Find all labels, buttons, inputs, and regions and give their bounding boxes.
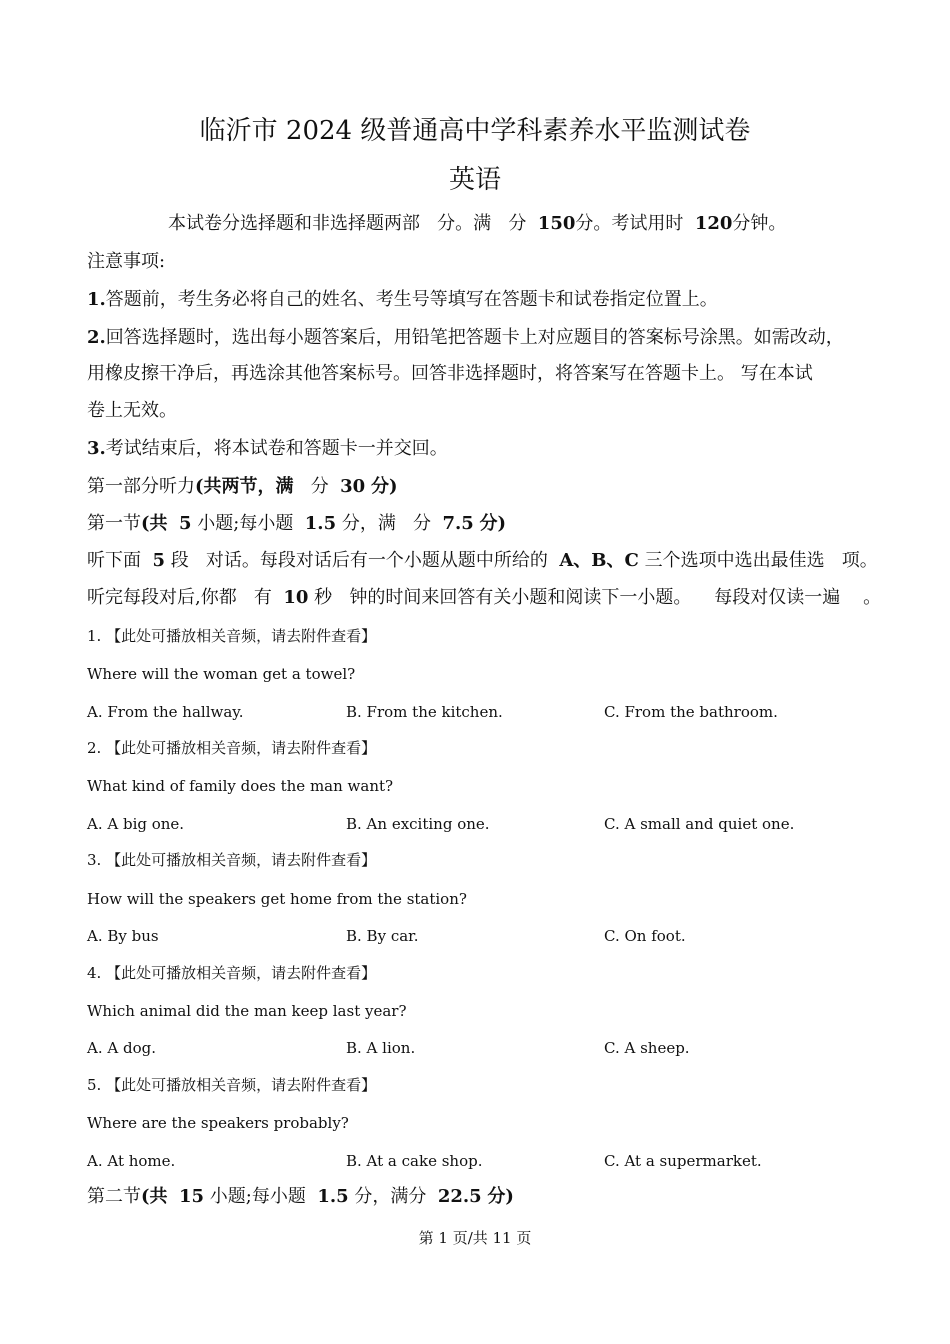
option-a: A. A big one. (87, 815, 185, 833)
option-b: B. A lion. (346, 1039, 416, 1057)
question-text: Where will the woman get a towel? (87, 665, 356, 683)
page-title: 临沂市 2024 级普通高中学科素养水平监测试卷 (199, 116, 751, 146)
audio-placeholder[interactable]: 2. 【此处可播放相关音频，请去附件查看】 (87, 739, 377, 757)
part-heading: 第一部分听力(共两节，满 分 30 分) (87, 476, 398, 497)
option-b: B. From the kitchen. (346, 703, 503, 721)
option-c: C. A sheep. (604, 1039, 690, 1057)
option-b: B. At a cake shop. (346, 1152, 483, 1170)
audio-placeholder[interactable]: 4. 【此处可播放相关音频，请去附件查看】 (87, 964, 377, 982)
audio-placeholder[interactable]: 5. 【此处可播放相关音频，请去附件查看】 (87, 1076, 377, 1094)
notice-heading: 注意事项: (87, 251, 166, 272)
notice-item: 1.答题前，考生务必将自己的姓名、考生号等填写在答题卡和试卷指定位置上。 (87, 289, 718, 310)
notice-item: 3.考试结束后，将本试卷和答题卡一并交回。 (87, 438, 448, 459)
option-c: C. From the bathroom. (604, 703, 778, 721)
page-number: 第 1 页/共 11 页 (418, 1229, 532, 1247)
section-heading: 第二节(共 15 小题;每小题 1.5 分，满分 22.5 分) (87, 1186, 514, 1207)
notice-item: 2.回答选择题时，选出每小题答案后，用铅笔把答题卡上对应题目的答案标号涂黑。如需改动， (87, 327, 844, 348)
section-heading: 第一节(共 5 小题;每小题 1.5 分，满 分 7.5 分) (87, 513, 507, 534)
subject-title: 英语 (448, 165, 501, 195)
option-b: B. An exciting one. (346, 815, 490, 833)
instruction-line: 听完每段对后,你都 有 10 秒 钟的时间来回答有关小题和阅读下一小题。 每段对仅读一遍 。 (87, 587, 882, 608)
option-c: C. At a supermarket. (604, 1152, 762, 1170)
intro-line: 本试卷分选择题和非选择题两部 分。满 分 150分。考试用时 120分钟。 (168, 213, 787, 234)
option-c: C. A small and quiet one. (604, 815, 795, 833)
question-text: What kind of family does the man want? (87, 777, 394, 795)
option-a: A. A dog. (87, 1039, 156, 1057)
audio-placeholder[interactable]: 3. 【此处可播放相关音频，请去附件查看】 (87, 851, 377, 869)
instruction-line: 听下面 5 段 对话。每段对话后有一个小题从题中所给的 A、B、C 三个选项中选出最佳选 项。 (87, 550, 878, 571)
question-text: Where are the speakers probably? (87, 1114, 349, 1132)
option-a: A. At home. (87, 1152, 176, 1170)
option-a: A. By bus (87, 927, 159, 945)
audio-placeholder[interactable]: 1. 【此处可播放相关音频，请去附件查看】 (87, 627, 377, 645)
notice-item: 用橡皮擦干净后，再选涂其他答案标号。回答非选择题时，将答案写在答题卡上。 写在本试 (87, 363, 813, 384)
option-c: C. On foot. (604, 927, 686, 945)
option-a: A. From the hallway. (87, 703, 244, 721)
question-text: How will the speakers get home from the station? (87, 890, 467, 908)
option-b: B. By car. (346, 927, 419, 945)
question-text: Which animal did the man keep last year? (87, 1002, 407, 1020)
notice-item: 卷上无效。 (87, 400, 177, 421)
